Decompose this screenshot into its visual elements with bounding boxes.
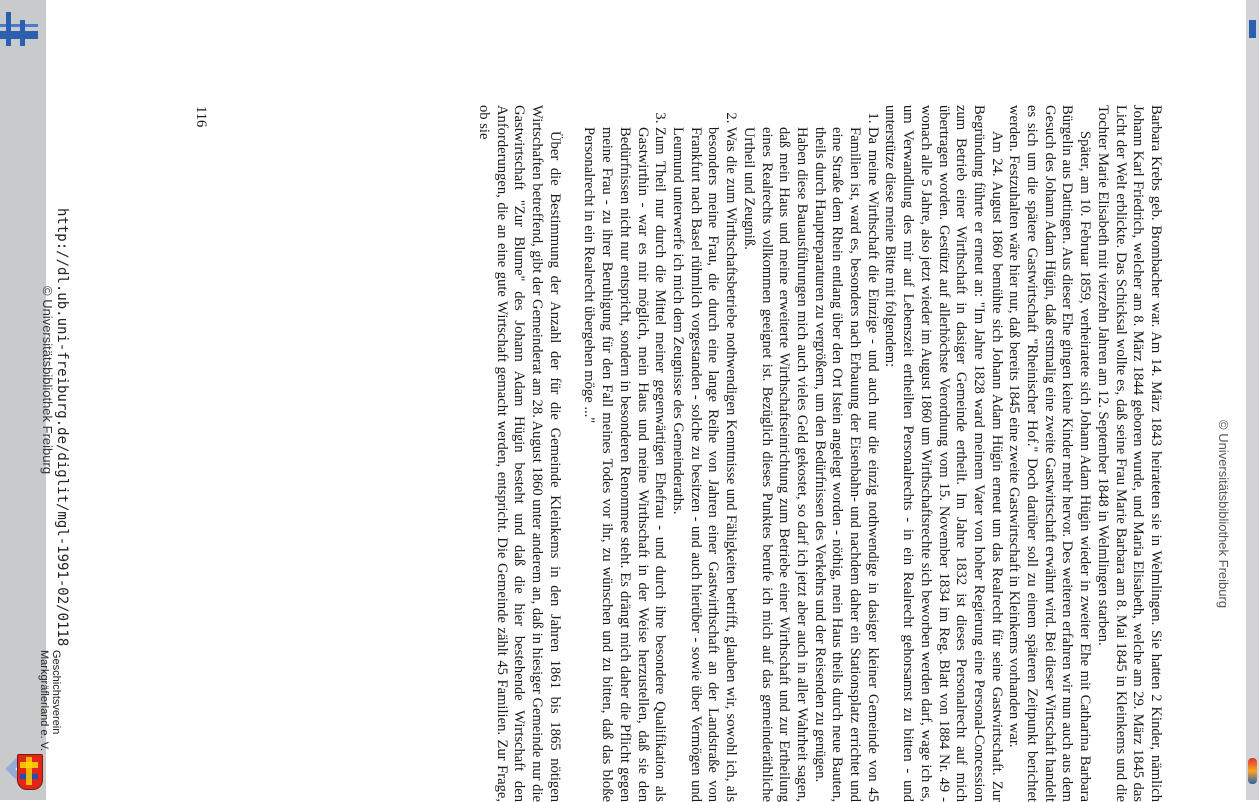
- closing-paragraph: Über die Bestimmung der Anzahl der für die Gemeinde Kleinkems in den Jahren 1861 bis 1865 nötigen Wirtschaften betreffend, gibt der Gemeinderat am 28. August 1860 unter anderem an, daß in hiesiger Gemeinde nur die Gastwirtschaft "Zur Blume" des Johann Adam Hügin besteht und daß die hier bestehende Wirtschaft den Anforderungen, die an eine gute Wirtschaft gemacht werden, entspricht. Die Gemeinde zählt 45 Familien. Zur Frage, ob sie: [475, 105, 563, 802]
- viewer-logo-icon: [0, 6, 38, 46]
- list-item-1-text-a: 1. Da meine Wirthschaft die Einzige - und auch nur die einzig nothwendige in dasiger kleiner Gemeinde von 45 Familien ist, ward es, besonders nach Erbauung der Eisenbahn- und nachdem daher ein Stationsplatz errichtet und eine Straße dem Rhein entlang über den Ort Istein angelegt worden - nöthig, mein Haus theils durch neue Bauten, theils durch Hauptreparaturen zu vergrößern, um den Bedürfnissen des Verkehrs und der Reisenden zu genügen.: [811, 127, 881, 802]
- page-number: 116: [193, 106, 209, 128]
- document-page: [38, 0, 1231, 802]
- paragraph-3: Am 24. August 1860 bemühte sich Johann Adam Hügin erneut um das Realrecht für seine Gastwirtschaft. Zur Begründung führte er erneut an: "Im Jahre 1828 ward meinem Vater von hoher Regierung eine Personal-Concession zum Betrieb einer Wirthschaft in dasiger Gemeinde ertheilt. Im Jahre 1832 ist dieses Personalrecht auf mich übertragen worden. Gestützt auf allerhöchste Verordnung vom 15. November 1834 im Reg. Blatt von 1884 Nr. 49 - wonach alle 5 Jahre, also jetzt wieder im August 1860 um Wirthschaftsrechte sich beworben werden darf, wage ich es, um Verwandlung des mir auf Lebenszeit ertheilten Personalrechts - in ein Realrecht gehorsamst zu bitten - und unterstütze diese meine Bitte mit folgendem:: [882, 105, 1005, 802]
- list-item: [580, 127, 669, 802]
- right-edge-marker-icon: [1249, 20, 1256, 38]
- coat-of-arms-icon: [17, 754, 43, 794]
- viewer-right-margin: [1246, 0, 1259, 800]
- page-body: [474, 105, 1164, 802]
- copyright-notice: © Universitätsbibliothek Freiburg: [40, 286, 55, 475]
- list-item-3-text: 3. Zum Theil nur durch die Mittel meiner gegenwärtigen Ehefrau - und durch ihre besondere Qualifikation als Gastwirthin - war es mir möglich, mein Haus und meine Wirthschaft in der Weise herzustellen, daß sie den Bedürfnissen nicht nur entspricht, sondern in besonderen Renommee steht. Es drängt mich daher die Pflicht gegen meine Frau - zu ihrer Beruhigung für den Fall meines Todes vor ihr, zu wünschen und zu bitten, daß das bloße Personalrecht in ein Realrecht übergehen möge ...": [581, 127, 669, 802]
- petition-list: [580, 105, 881, 802]
- list-item: [668, 127, 739, 802]
- permalink[interactable]: http://dl.ub.uni-freiburg.de/diglit/mgl-1991-02/0118: [54, 208, 70, 647]
- right-edge-crest-icon: [1248, 758, 1257, 784]
- list-item: [739, 127, 881, 802]
- top-clipped-caption: © Universitätsbibliothek Freiburg: [1216, 420, 1231, 609]
- paragraph-1: Barbara Krebs geb. Brombacher war. Am 14. März 1843 heirateten sie in Welmlingen. Sie hatten 2 Kinder, nämlich Johann Karl Friedrich, welcher am 8. März 1844 geboren wurde, und Maria Elisabeth, welche am 29. März 1845 das Licht der Welt erblickte. Das Schicksal wollte es, daß seine Frau Marie Barbara am 8. Mai 1845 in Kleinkems und die Tochter Marie Elisabeth mit vierzehn Jahren am 12. September 1848 in Welmlingen starben.: [1094, 105, 1164, 802]
- list-item-1-text-b: Haben diese Bauausführungen mich auch vieles Geld gekostet, so darf ich jetzt aber auch in aller Wahrheit sagen, daß mein Haus und meine erweiterte Wirthschaftseinrichtung zum Betriebe einer Wirthschaft und zur Ertheilung eines Realrechts vollkommen geeignet ist. Bezüglich dieses Punktes berufe ich mich auf das gemeinderäthliche Urtheil und Zeugniß.: [740, 127, 810, 802]
- list-item-2-text: 2. Was die zum Wirthschaftsbetriebe nothwendigen Kenntnisse und Fähigkeiten betrifft, glauben wir, sowohl ich, als besonders meine Frau, die durch eine lange Reihe von Jahren einer Gastwirthschaft an der Landstraße von Frankfurt nach Basel rühmlich vorgestanden - solche zu besitzen - und auch hierüber - sowie über Vermögen und Leumund unterwerfe ich mich dem Zeugnisse des Gemeinderaths.: [670, 127, 740, 802]
- society-logo-label: Geschichtsverein Markgräflerland e. V.: [38, 650, 62, 752]
- paragraph-2: Später, am 10. Februar 1859, verheiratete sich Johann Adam Hügin wieder in zweiter Ehe mit Catharina Barbara Bürgelin aus Dattingen. Aus dieser Ehe gingen keine Kinder mehr hervor. Des weiteren erfahren wir nun auch aus dem Gesuch des Johann Adam Hügin, daß erstmalig eine zweite Gastwirtschaft erwähnt wird. Bei dieser Wirtschaft handelt es sich um die spätere Gastwirtschaft "Rheinischer Hof." Doch darüber soll zu einem späteren Zeitpunkt berichtet werden. Festzuhalten wäre hier nur, daß bereits 1845 eine zweite Gastwirtschaft in Kleinkems vorhanden war.: [1006, 105, 1094, 802]
